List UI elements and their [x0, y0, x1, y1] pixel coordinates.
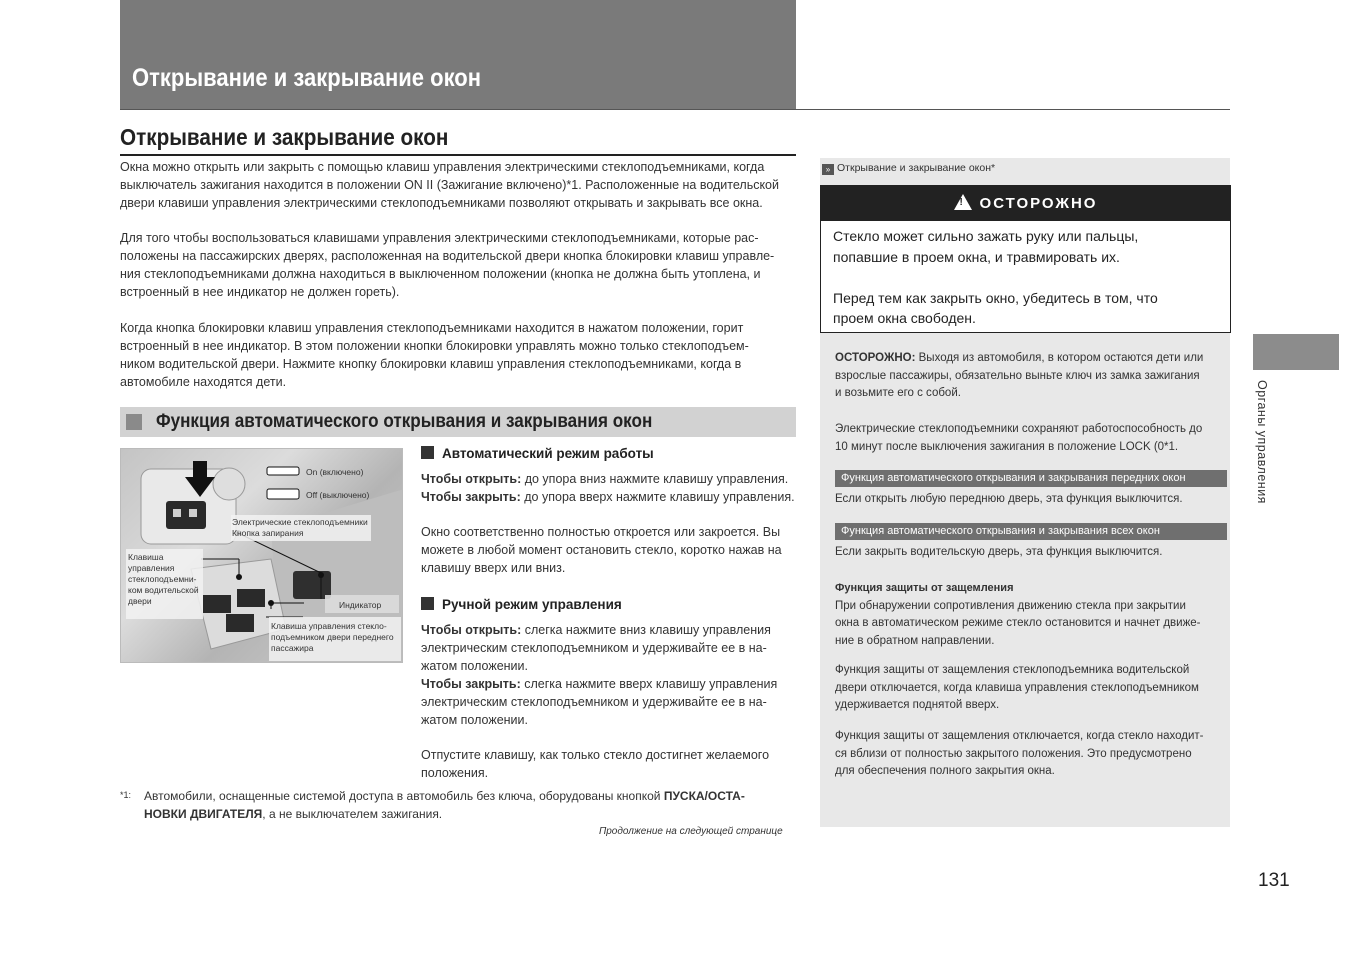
manual-mode-release: Отпустите клавишу, как только стекло достигнет желаемого положения.: [421, 748, 770, 780]
off-state-icon: [267, 489, 299, 499]
caution-note: ОСТОРОЖНО: Выходя из автомобиля, в котором остаются дети или взрослые пассажиры, обязательно выньте ключ из замка зажигания и возьмите его с собой.: [835, 352, 1204, 399]
square-bullet-icon: [126, 414, 142, 430]
window-switch-figure: [120, 448, 403, 663]
manual-mode-instructions: Чтобы открыть: слегка нажмите вниз клавишу управления электрическим стеклоподъемником и удерживайте ее в на- жатом положении. Чтобы закрыть: слегка нажмите вверх клавишу управления электрическим стеклоподъемником и удерживайте ее в на- жатом положении.: [421, 623, 778, 727]
header-title: Открывание и закрывание окон: [132, 64, 482, 92]
lock-paragraph: Когда кнопка блокировки клавиш управления стеклоподъемниками находится в нажатом положении, горит встроенный в нее индикатор. В этом положении кнопки блокировки управлять можно только стеклоподъем- ником водительской двери. Нажмите кнопку блокировки клавиш управления стеклоподъемниками, когда в автомобиле находятся дети.: [120, 321, 749, 389]
footnote: *1: Автомобили, оснащенные системой доступа в автомобиль без ключа, оборудованы кнопкой ПУСКА/ОСТА- НОВКИ ДВИГАТЕЛЯ, а не выключателем зажигания.: [120, 789, 745, 821]
pinch-closed-note: Функция защиты от защемления отключается, когда стекло находит- ся вблизи от полностью закрытого положения. Это предусмотрено для обеспечения полного закрытия окна.: [835, 730, 1204, 777]
front-windows-bar: Функция автоматического открывания и закрывания передних окон: [835, 470, 1227, 487]
driver-key-label: Клавиша управления стеклоподъемни- ком водительской двери: [128, 552, 199, 606]
off-label: Off (выключено): [306, 490, 370, 500]
intro-paragraph: Окна можно открыть или закрыть с помощью клавиш управления электрическими стеклоподъемниками, когда выключатель зажигания находится в положении ON II (Зажигание включено)*1. Расположенные на водительской двери клавиши управления электрическими стеклоподъемниками позволяют открывать и закрывать все окна.: [120, 160, 779, 210]
double-chevron-icon: »: [822, 164, 834, 175]
on-label: On (включено): [306, 467, 364, 477]
lock-label: Электрические стеклоподъемники Кнопка запирания: [232, 517, 368, 538]
sidebar-breadcrumb: » Открывание и закрывание окон*: [820, 158, 1230, 178]
lock-button-icon: [166, 501, 206, 529]
front-windows-note: Если открыть любую переднюю дверь, эта функция выключится.: [835, 493, 1183, 505]
pinch-driver-note: Функция защиты от защемления стеклоподъемника водительской двери отключается, когда клавиша управления стеклоподъемником удерживается поднятой вверх.: [835, 664, 1199, 711]
auto-mode-heading: Автоматический режим работы: [421, 446, 654, 461]
pinch-section: Функция защиты от защемления При обнаружении сопротивления движению стекла при закрытии окна в автоматическом режиме стекло остановится и начнет движе- ние в обратном направлении.: [835, 582, 1201, 647]
on-state-icon: [267, 467, 299, 475]
subsection-header: [120, 407, 796, 437]
header-divider: [120, 109, 1230, 110]
warning-text: Стекло может сильно зажать руку или пальцы, попавшие в проем окна, и травмировать их. Перед тем как закрыть окно, убедитесь в том, что проем окна свободен.: [833, 228, 1158, 326]
all-windows-note: Если закрыть водительскую дверь, эта функция выключится.: [835, 546, 1163, 558]
chapter-tab-label: Органы управления: [1255, 380, 1269, 504]
auto-mode-paragraph: Окно соответственно полностью откроется или закроется. Вы можете в любой момент остановить стекло, коротко нажав на клавишу вверх или вниз.: [421, 525, 782, 575]
section-title: Открывание и закрывание окон: [120, 124, 796, 156]
passenger-switch-icon: [293, 571, 331, 599]
warning-header: ! ОСТОРОЖНО: [821, 186, 1230, 221]
subsection-title: Функция автоматического открывания и закрывания окон: [156, 411, 653, 432]
auto-mode-instructions: Чтобы открыть: до упора вниз нажмите клавишу управления. Чтобы закрыть: до упора вверх нажмите клавишу управления.: [421, 472, 795, 504]
header-band: [120, 0, 796, 110]
power-note: Электрические стеклоподъемники сохраняют работоспособность до 10 минут после выключения зажигания в положение LOCK (0*1.: [835, 423, 1203, 453]
passenger-key-label: Клавиша управления стекло- подъемником двери переднего пассажира: [271, 621, 394, 653]
warning-box: [820, 185, 1231, 333]
manual-mode-heading: Ручной режим управления: [421, 597, 622, 612]
continued-note: Продолжение на следующей странице: [599, 826, 783, 837]
chapter-tab: [1253, 334, 1339, 370]
warning-triangle-icon: !: [954, 194, 972, 210]
all-windows-bar: Функция автоматического открывания и закрывания всех окон: [835, 523, 1227, 540]
square-bullet-icon: [421, 597, 434, 610]
page-number: 131: [1258, 870, 1290, 891]
passenger-paragraph: Для того чтобы воспользоваться клавишами управления электрическими стеклоподъемниками, которые рас- положены на пассажирских дверях, расположенная на водительской двери кнопка блокировки клавиш управле- ния стеклоподъемниками должна находиться в выключенном положении (кнопка не должна быть утоплена, и встроенный в нее индикатор не должен гореть).: [120, 231, 775, 299]
indicator-label: Индикатор: [339, 600, 382, 610]
square-bullet-icon: [421, 446, 434, 459]
